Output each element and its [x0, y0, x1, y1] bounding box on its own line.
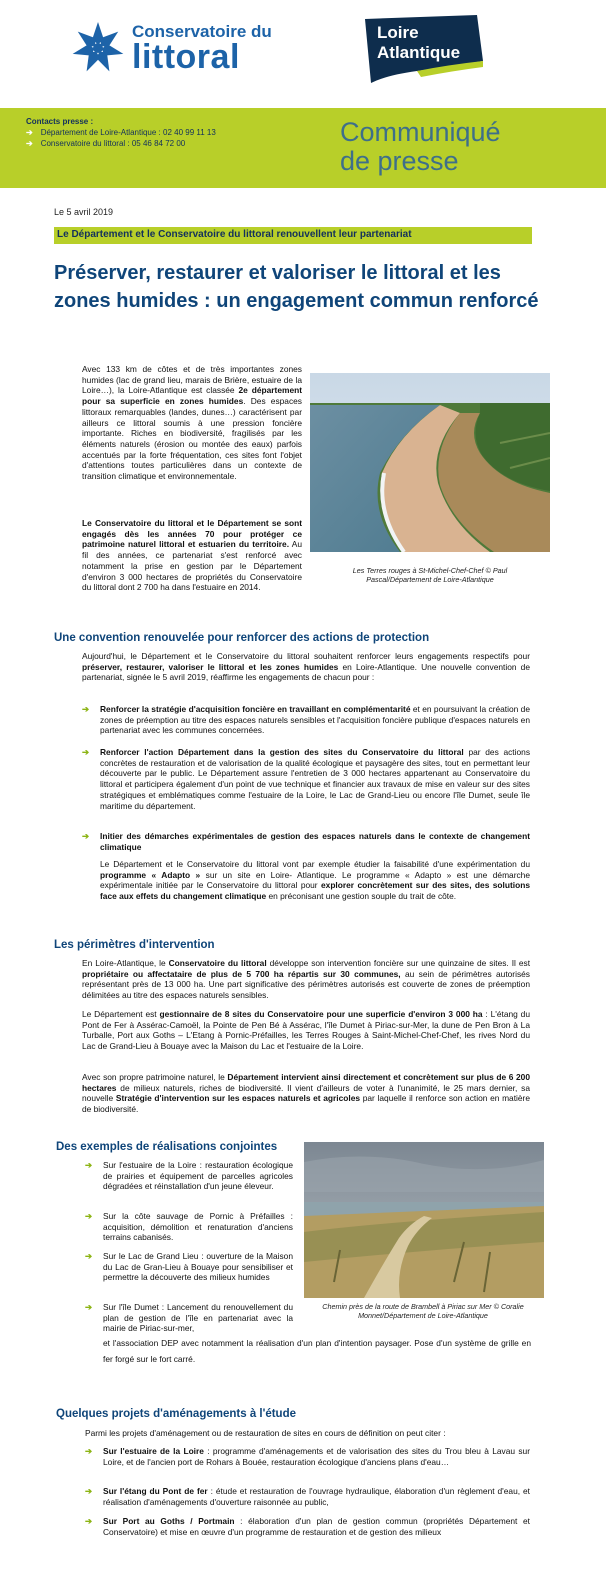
list-item: ➔ Sur l'étang du Pont de fer : étude et restauration de l'ouvrage hydraulique, élaboration d'un règlement d'eau, et réalisation d'aménagements d'ouverture raisonnée au public,	[85, 1486, 530, 1507]
conservatoire-logo	[70, 18, 280, 80]
star-flower-icon	[70, 20, 126, 76]
photo-caption: Les Terres rouges à St-Michel-Chef-Chef © Paul Pascal/Département de Loire-Atlantique	[352, 566, 508, 584]
list-item: ➔ Sur l'estuaire de la Loire : restauration écologique de prairies et équipement de parcelles agricoles dégradées et réinstallation d'un jeune éleveur.	[85, 1160, 293, 1192]
section3-continuation: et l'association DEP avec notamment la réalisation d'un plan d'intention paysager. Pose d'un système de grille en fer forgé sur le fort carré.	[103, 1338, 531, 1364]
arrow-icon: ➔	[82, 831, 90, 841]
section-heading: Quelques projets d'aménagements à l'étude	[56, 1408, 297, 1420]
page-title: Préserver, restaurer et valoriser le littoral et les zones humides : un engagement commun renforcé	[54, 262, 539, 312]
section1-paragraph: Aujourd'hui, le Département et le Conservatoire du littoral souhaitent renforcer leurs engagements respectifs pour préserver, restaurer, valoriser le littoral et les zones humides en Loire-Atlantique. Une nouvelle convention de partenariat, signée le 5 avril 2019, réaffirme les engagements de chacun pour :	[82, 651, 530, 683]
release-date: Le 5 avril 2019	[54, 207, 114, 217]
arrow-icon: ➔	[26, 128, 33, 137]
arrow-icon: ➔	[82, 747, 90, 757]
section-heading: Des exemples de réalisations conjointes	[56, 1141, 278, 1153]
list-item: ➔ Renforcer l'action Département dans la gestion des sites du Conservatoire du littoral par des actions concrètes de restauration et de valorisation de la qualité écologique et paysagère des sites, tout en permettant leur découverte par le public. Le Département assure l'entretien de 3 000 hectares appartenant au Conservatoire du littoral et participera également d'un point de vue technique et financier aux travaux de mise en valeur sur des sites stratégiques et emblématiques comme l'estuaire de la Loire, le Lac de Grand-Lieu ou encore l'île Dumet, seule île maritime du département.	[82, 747, 531, 811]
contacts-heading: Contacts presse :	[26, 117, 94, 126]
section2-paragraph-2: Le Département est gestionnaire de 8 sites du Conservatoire pour une superficie d'environ 3 000 ha : L'étang du Pont de Fer à Assérac-Camoël, la Pointe de Pen Bé à Assérac, l'île Dumet à Piriac-sur-Mer, la dune de Pen Bron à La Turballe, Port aux Goths – L'Etang à Pornic-Préfailles, les Terres Rouges à Saint-Michel-Chef-Chef, les rives Nord du Lac de Grand-Lieu à Bouaye avec la Maison du Lac et l'estuaire de la Loire.	[82, 1009, 530, 1052]
loire-logo-line2: Atlantique	[377, 43, 461, 62]
arrow-icon: ➔	[85, 1446, 93, 1456]
conservatoire-logo-line1: Conservatoire du	[132, 22, 272, 41]
contact-text: Département de Loire-Atlantique : 02 40 99 11 13	[40, 128, 216, 137]
adapto-paragraph: Le Département et le Conservatoire du littoral vont par exemple étudier la faisabilité d'une expérimentation du programme « Adapto » sur un site en Loire- Atlantique. Le programme « Adapto » est une démarche expérimentale initiée par le Conservatoire du littoral pour explorer concrètement sur des sites, des solutions face aux effets du changement climatique en préconisant une gestion souple du trait de côte.	[100, 859, 530, 902]
arrow-icon: ➔	[85, 1211, 93, 1221]
arrow-icon: ➔	[82, 704, 90, 714]
list-item: ➔ Renforcer la stratégie d'acquisition foncière en travaillant en complémentarité et en poursuivant la création de zones de préemption au titre des espaces naturels sensibles et l'acquisition foncière publique d'espaces naturels en partenariat avec les communes concernées.	[82, 704, 530, 736]
arrow-icon: ➔	[85, 1302, 93, 1312]
coastline-photo	[310, 373, 550, 552]
arrow-icon: ➔	[26, 139, 33, 148]
section2-paragraph-3: Avec son propre patrimoine naturel, le Département intervient ainsi directement et concrètement sur plus de 6 200 hectares de milieux naturels, riches de biodiversité. Il vient d'ailleurs de voter à l'unanimité, le 25 mars dernier, sa nouvelle Stratégie d'intervention sur les espaces naturels et agricoles par laquelle il renforce son action en matière de biodiversité.	[82, 1072, 531, 1115]
arrow-icon: ➔	[85, 1486, 93, 1496]
conservatoire-logo-line2: littoral	[132, 38, 240, 76]
press-release-label	[340, 118, 501, 176]
arrow-icon: ➔	[85, 1251, 93, 1261]
intro-paragraph-1: Avec 133 km de côtes et de très importantes zones humides (lac de grand lieu, marais de Brière, estuaire de la Loire…), la Loire-Atlantique est classée 2e département pour sa superficie en zones humides. Des espaces littoraux remarquables (landes, dunes…) caractérisent par ailleurs ce littoral soumis à une pression foncière importante. Riches en biodiversité, fragilisés par les éléments naturels (érosion ou montée des eaux) parfois accentués par la forte fréquentation, ces sites font l'objet d'attentions toutes particulières dans un contexte de transition climatique et environnementale.	[82, 364, 303, 482]
list-item: ➔ Sur l'île Dumet : Lancement du renouvellement du plan de gestion de l'île en partenariat avec la mairie de Piriac-sur-mer,	[85, 1302, 293, 1334]
contact-item	[26, 128, 216, 137]
section-heading: Les périmètres d'intervention	[54, 939, 215, 951]
press-release-line1: Communiqué	[340, 117, 501, 147]
arrow-icon: ➔	[85, 1160, 93, 1170]
loire-logo-line1: Loire	[377, 23, 419, 42]
photo-caption: Chemin près de la route de Brambell à Piriac sur Mer © Coralie Monnet/Département de Loire-Atlantique	[322, 1302, 524, 1320]
list-item: ➔ Initier des démarches expérimentales de gestion des espaces naturels dans le contexte de changement climatique	[82, 831, 530, 852]
list-item: ➔ Sur la côte sauvage de Pornic à Préfailles : acquisition, démolition et renaturation d'anciens terrains cabanisés.	[85, 1211, 293, 1243]
subtitle-band	[54, 227, 532, 244]
section2-paragraph-1: En Loire-Atlantique, le Conservatoire du littoral développe son intervention foncière sur une quinzaine de sites. Il est propriétaire ou affectataire de plus de 5 700 ha répartis sur 30 communes, au sein de périmètres autorisés représentant près de 13 000 ha. Une part significative des périmètres autorisés est couverte de zones de préemption délimitées au titre des espaces naturels sensibles.	[82, 958, 531, 1001]
contact-text: Conservatoire du littoral : 05 46 84 72 00	[40, 139, 186, 148]
list-item: ➔ Sur le Lac de Grand Lieu : ouverture de la Maison du Lac de Gran-Lieu à Bouaye pour sensibiliser et permettre la découverte des milieux humides	[85, 1251, 293, 1283]
list-item: ➔ Sur Port au Goths / Portmain : élaboration d'un plan de gestion commun (propriétés Département et Conservatoire) et mise en œuvre d'un programme de restauration et de gestion des milieux	[85, 1516, 531, 1537]
list-item: ➔ Sur l'estuaire de la Loire : programme d'aménagements et de valorisation des sites du Trou bleu à Lavau sur Loire, et de l'ancien port de Rohars à Bouée, restauration écologique d'anciens plans d'eau…	[85, 1446, 530, 1467]
section4-intro: Parmi les projets d'aménagement ou de restauration de sites en cours de définition on peut citer :	[85, 1428, 446, 1438]
subtitle: Le Département et le Conservatoire du littoral renouvellent leur partenariat	[57, 229, 412, 240]
intro-paragraph-2: Le Conservatoire du littoral et le Département se sont engagés dès les années 70 pour protéger ce patrimoine naturel littoral et estuarien du territoire. Au fil des années, ce partenariat s'est renforcé avec notamment la prise en gestion par le Département d'environ 3 000 hectares de propriétés du Conservatoire du littoral dont 2 700 ha dans l'estuaire en 2014.	[82, 518, 302, 593]
arrow-icon: ➔	[85, 1516, 93, 1526]
section-heading: Une convention renouvelée pour renforcer des actions de protection	[54, 632, 430, 644]
press-release-line2: de presse	[340, 146, 459, 176]
coastal-path-photo	[304, 1142, 544, 1298]
loire-atlantique-logo	[357, 15, 483, 83]
contact-item	[26, 139, 185, 148]
